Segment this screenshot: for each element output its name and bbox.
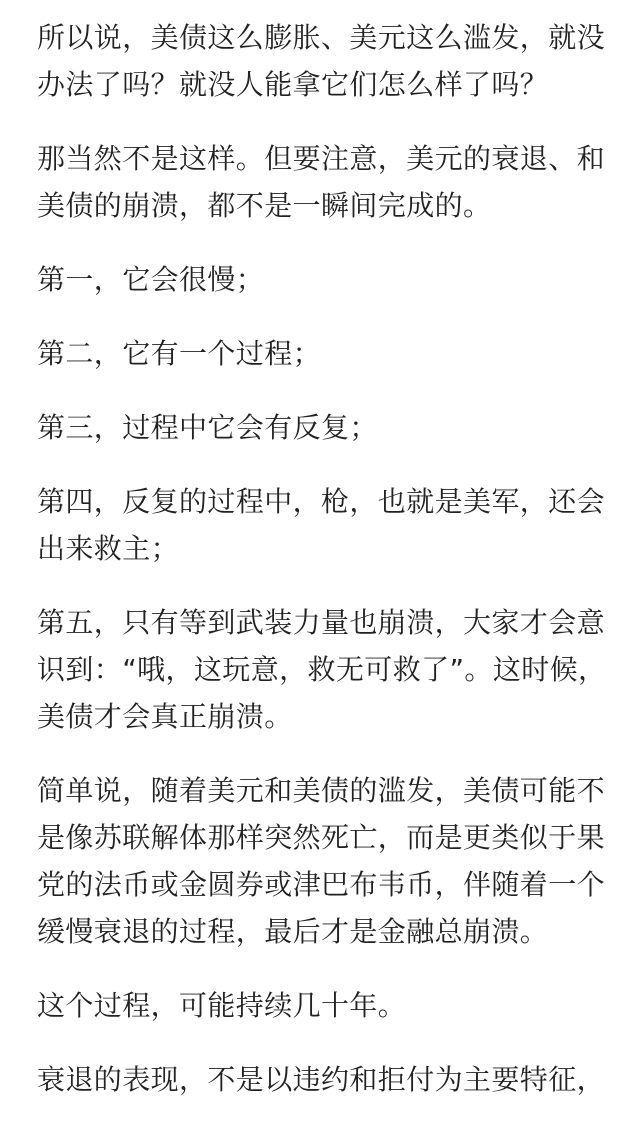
paragraph: 第三，过程中它会有反复； [37, 411, 378, 444]
paragraph: 衰退的表现，不是以违约和拒付为主要特征， [37, 1063, 606, 1096]
paragraph: 第四，反复的过程中，枪，也就是美军，还会出来救主； [37, 485, 606, 565]
paragraph: 那当然不是这样。但要注意，美元的衰退、和美债的崩溃，都不是一瞬间完成的。 [37, 142, 606, 222]
paragraph: 简单说，随着美元和美债的滥发，美债可能不是像苏联解体那样突然死亡，而是更类似于果党的法币或金圆券或津巴布韦币，伴随着一个缓慢衰退的过程，最后才是金融总崩溃。 [37, 774, 606, 948]
paragraph: 第一，它会很慢； [37, 263, 265, 296]
paragraph: 这个过程，可能持续几十年。 [37, 989, 407, 1022]
paragraph: 第五，只有等到武装力量也崩溃，大家才会意识到：“哦，这玩意，救无可救了”。这时候，美债才会真正崩溃。 [37, 606, 607, 733]
article-body [37, 14, 617, 1130]
paragraph: 第二，它有一个过程； [37, 337, 322, 370]
paragraph: 所以说，美债这么膨胀、美元这么滥发，就没办法了吗？就没人能拿它们怎么样了吗？ [37, 21, 606, 101]
